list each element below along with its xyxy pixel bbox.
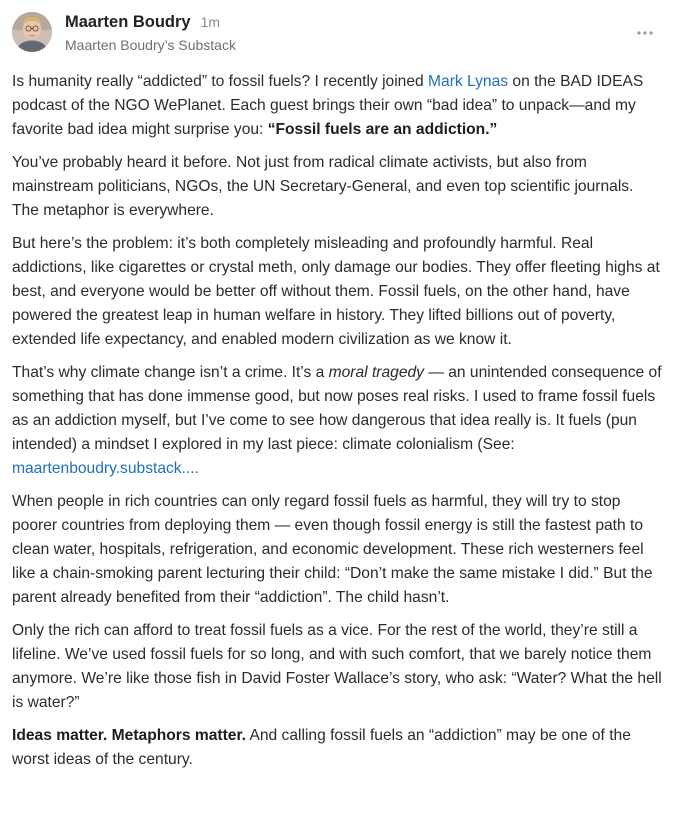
mark-lynas-link[interactable]: Mark Lynas [428, 73, 509, 90]
paragraph-3: But here’s the problem: it’s both completely misleading and profoundly harmful. Real addictions, like cigarettes or crystal meth, only damage our bodies. They offer fleeting highs at best, and everyone would be better off without them. Fossil fuels, on the other hand, have powered the greatest leap in human welfare in history. They lifted billions out of poverty, extended life expectancy, and enabled modern civilization as we know it. [12, 235, 660, 348]
author-line [65, 13, 585, 32]
paragraph-4 [12, 361, 662, 481]
paragraph-5: When people in rich countries can only regard fossil fuels as harmful, they will try to stop poorer countries from deploying them — even though fossil energy is still the fastest path to clean water, hospitals, refrigeration, and economic development. These rich westerners feel like a chain-smoking parent lecturing their child: “Don’t make the same mistake I did.” But the parent already benefited from their “addiction”. The child hasn’t. [12, 493, 653, 606]
paragraph-1-intro: Is humanity really “addicted” to fossil fuels? I recently joined [12, 73, 429, 90]
paragraph-4-intro: That’s why climate change isn’t a crime. It’s a [12, 364, 329, 381]
timestamp[interactable]: 1m [200, 14, 221, 30]
author-name[interactable]: Maarten Boudry [65, 13, 191, 31]
paragraph-1-middle: on the BAD IDEAS podcast of the NGO WePlanet. Each guest brings their own “bad idea” to unpack—and my favorite bad idea might surprise you: [12, 73, 644, 138]
more-options-button[interactable] [632, 22, 658, 44]
author-portrait-icon [12, 12, 52, 52]
paragraph-2: You’ve probably heard it before. Not just from radical climate activists, but also from mainstream politicians, NGOs, the UN Secretary-General, and even top scientific journals. The metaphor is everywhere. [12, 154, 634, 219]
note-header [12, 12, 670, 56]
substack-link[interactable]: maartenboudry.substack.... [12, 460, 199, 477]
ideas-matter-emphasis: Ideas matter. Metaphors matter. [12, 727, 246, 744]
paragraph-4-middle: — an unintended consequence of something that has done immense good, but now poses real risks. I used to frame fossil fuels as an addiction myself, but I’ve come to see how dangerous that idea really is. It fuels (pun intended) a mindset I explored in my last piece: climate colonialism (See: [12, 364, 662, 453]
note-body [12, 70, 662, 781]
ellipsis-icon [636, 30, 654, 36]
paragraph-7 [12, 724, 662, 772]
moral-tragedy-emphasis: moral tragedy [328, 364, 424, 381]
paragraph-6: Only the rich can afford to treat fossil fuels as a vice. For the rest of the world, they’re still a lifeline. We’ve used fossil fuels for so long, and with such comfort, that we barely notice them anymore. We’re like those fish in David Foster Wallace’s story, who ask: “Water? What the hell is water?” [12, 622, 662, 711]
author-block [65, 13, 585, 53]
avatar[interactable] [12, 12, 52, 52]
publication-name[interactable]: Maarten Boudry’s Substack [65, 37, 236, 53]
bad-idea-quote: “Fossil fuels are an addiction.” [267, 121, 498, 138]
paragraph-7-rest: And calling fossil fuels an “addiction” may be one of the worst ideas of the century. [12, 727, 631, 768]
paragraph-1 [12, 70, 662, 142]
